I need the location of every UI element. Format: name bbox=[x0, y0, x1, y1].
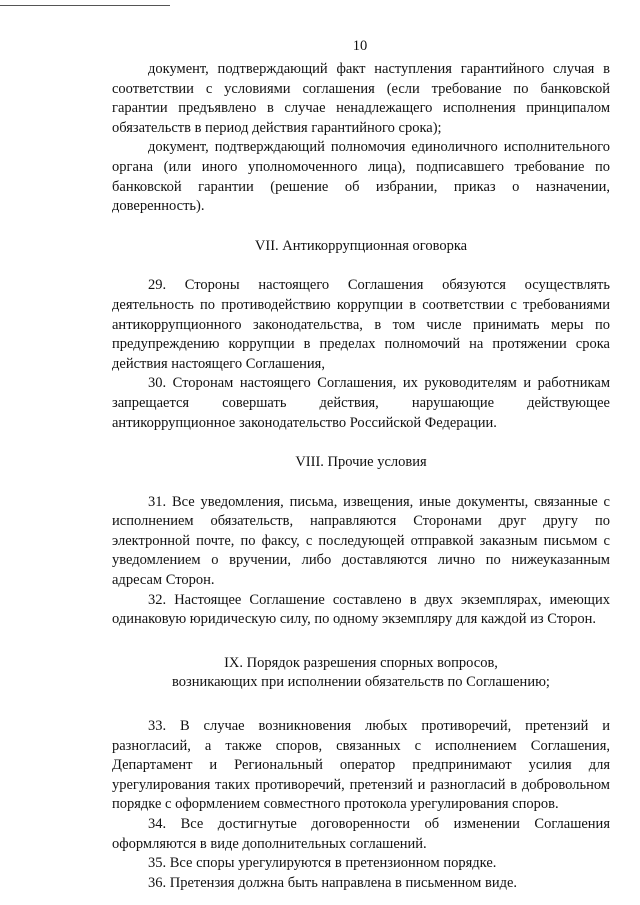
section-heading-viii: VIII. Прочие условия bbox=[295, 454, 427, 471]
paragraph-36: 36. Претензия должна быть направлена в письменном виде. bbox=[148, 874, 518, 891]
section-heading-ix-line-1: IX. Порядок разрешения спорных вопросов, bbox=[224, 654, 498, 671]
paragraph-32: 32. Настоящее Соглашение составлено в двух экземплярах, имеющих одинаковую юридическую силу, по одному экземпляру для каждой из Сторон. bbox=[112, 591, 610, 628]
paragraph-35: 35. Все споры урегулируются в претензионном порядке. bbox=[148, 855, 497, 872]
paragraph-34: 34. Все достигнутые договоренности об изменении Соглашения оформляются в виде дополнительных соглашений. bbox=[112, 816, 610, 852]
section-heading-ix-line-2: возникающих при исполнении обязательств по Соглашению; bbox=[172, 674, 550, 691]
paragraph-authority-document: документ, подтверждающий полномочия единоличного исполнительного органа (или иного уполномоченного лица), подписавшего требование по банковской гарантии (решение об избрании, приказ о назначении, доверенность). bbox=[112, 139, 610, 215]
paragraph-30: 30. Сторонам настоящего Соглашения, их руководителям и работникам запрещается совершать действия, нарушающие действующее антикоррупционное законодательство Российской Федерации. bbox=[112, 375, 610, 431]
paragraph-guarantee-case-document: документ, подтверждающий факт наступления гарантийного случая в соответствии с условиями соглашения (если требование по банковской гарантии предъявлено в случае ненадлежащего исполнения принципалом обязательств в период действия гарантийного срока); bbox=[112, 61, 610, 136]
paragraph-31: 31. Все уведомления, письма, извещения, иные документы, связанные с исполнением обязательств, направляются Сторонами друг другу по электронной почте, по факсу, с последующей отправкой заказным письмом с уведомлением о вручении, либо доставляются лично по нижеуказанным адресам Сторон. bbox=[112, 493, 610, 589]
paragraph-29: 29. Стороны настоящего Соглашения обязуются осуществлять деятельность по противодействию коррупции в соответствии с требованиями антикоррупционного законодательства, в том числе принимать меры по предупреждению коррупции в пределах полномочий на протяжении срока действия настоящего Соглашения, bbox=[112, 277, 610, 372]
document-body bbox=[112, 60, 610, 893]
section-heading-ix bbox=[112, 654, 610, 693]
section-heading-vii: VII. Антикоррупционная оговорка bbox=[254, 237, 468, 254]
paragraph-33: 33. В случае возникновения любых противоречий, претензий и разногласий, а также споров, связанных с исполнением Соглашения, Департамент и Региональный оператор предпринимают усилия для урегулирования таких противоречий, претензий и разногласий в добровольном порядке с оформлением совместного протокола урегулирования споров. bbox=[112, 718, 610, 813]
page-number: 10 bbox=[352, 38, 368, 54]
top-rule bbox=[0, 5, 170, 6]
